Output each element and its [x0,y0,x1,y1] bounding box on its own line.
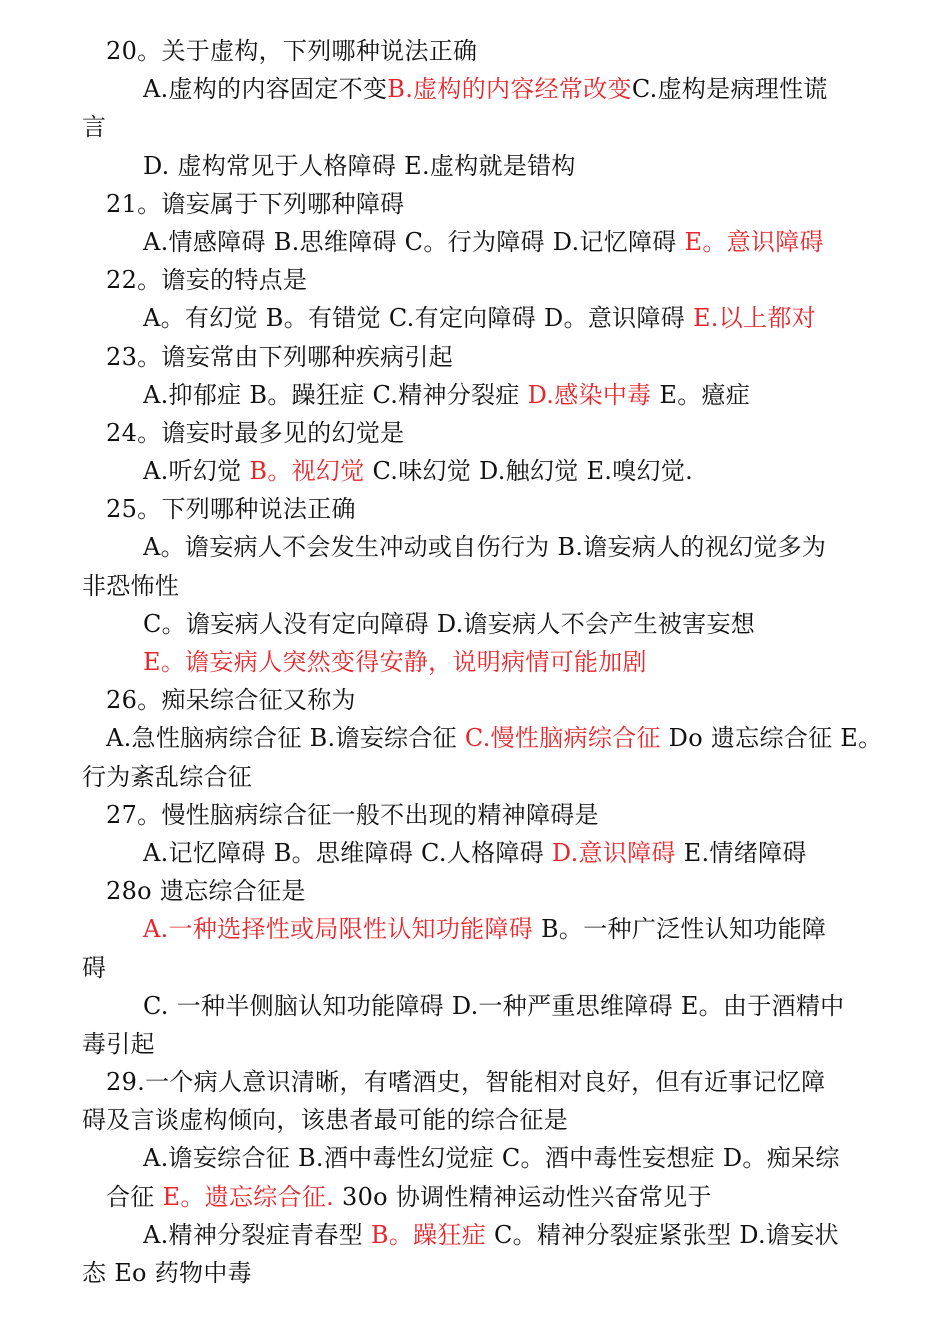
text-line [0,490,950,528]
text-segment: A.情感障碍 B.思维障碍 C。行为障碍 D.记忆障碍 [143,227,685,256]
answer-highlight: E。意识障碍 [684,227,824,256]
answer-highlight: A.一种选择性或局限性认知功能障碍 [143,915,534,944]
document-page [0,32,950,1292]
answer-highlight: B。躁狂症 [370,1220,487,1249]
text-segment: A.精神分裂症青春型 [143,1220,371,1249]
text-segment: A.抑郁症 B。躁狂症 C.精神分裂症 [143,380,528,409]
text-line [0,223,950,261]
answer-highlight: D.感染中毒 [527,380,652,409]
text-line [0,108,950,146]
text-segment: A.急性脑病综合征 B.谵妄综合征 [106,724,465,753]
text-line [0,452,950,490]
text-segment: 毒引起 [82,1029,155,1058]
text-segment: 30o 协调性精神运动性兴奋常见于 [334,1182,712,1211]
text-line [0,261,950,299]
text-segment: A。谵妄病人不会发生冲动或自伤行为 B.谵妄病人的视幻觉多为 [143,533,827,562]
text-segment: 29.一个病人意识清晰，有嗜酒史，智能相对良好，但有近事记忆障 [106,1068,826,1097]
text-line [0,910,950,948]
text-segment: 态 Eo 药物中毒 [82,1259,252,1287]
text-segment: 碍及言谈虚构倾向，该患者最可能的综合征是 [82,1106,568,1135]
text-segment: 非恐怖性 [82,571,180,600]
text-line [0,758,950,796]
answer-highlight: E。遗忘综合征. [162,1182,335,1211]
text-segment: Do 遗忘综合征 E。 [660,724,883,753]
text-line [0,1216,950,1254]
text-line [0,796,950,834]
answer-highlight: E.以上都对 [692,304,816,333]
text-segment: 21。谵妄属于下列哪种障碍 [106,189,405,218]
text-line [0,528,950,566]
text-line [0,681,950,719]
text-line [0,1025,950,1063]
text-segment: 28o 遗忘综合征是 [106,877,306,906]
text-line [0,32,950,70]
text-segment: 25。下列哪种说法正确 [106,495,356,524]
text-line [0,605,950,643]
text-line [0,1178,950,1216]
text-segment: E。癔症 [651,380,751,409]
text-segment: 20。关于虚构，下列哪种说法正确 [106,37,478,65]
text-segment: D. 虚构常见于人格障碍 E.虚构就是错构 [143,151,576,180]
text-segment: 22。谵妄的特点是 [106,266,308,295]
answer-highlight: E。谵妄病人突然变得安静，说明病情可能加剧 [143,648,647,676]
text-line [0,185,950,223]
text-segment: B。一种广泛性认知功能障 [533,915,827,944]
text-segment: A。有幻觉 B。有错觉 C.有定向障碍 D。意识障碍 [143,304,693,333]
text-line [0,872,950,910]
text-segment: C。精神分裂症紧张型 D.谵妄状 [486,1220,839,1249]
text-segment: 24。谵妄时最多见的幻觉是 [106,418,405,447]
answer-highlight: B。视幻觉 [249,457,365,486]
text-segment: C.味幻觉 D.触幻觉 E.嗅幻觉. [364,457,694,486]
answer-highlight: C.慢性脑病综合征 [464,724,661,753]
text-line [0,1063,950,1101]
text-segment: A.虚构的内容固定不变 [143,75,388,104]
text-segment: 27。慢性脑病综合征一般不出现的精神障碍是 [106,800,599,829]
text-segment: 26。痴呆综合征又称为 [106,686,356,715]
text-line [0,1254,950,1292]
answer-highlight: D.意识障碍 [551,838,676,867]
text-line [0,1139,950,1177]
text-segment: C。谵妄病人没有定向障碍 D.谵妄病人不会产生被害妄想 [143,609,756,638]
text-segment: 23。谵妄常由下列哪种疾病引起 [106,342,454,371]
text-line [0,414,950,452]
text-line [0,338,950,376]
text-segment: 碍 [82,953,107,982]
text-segment: C.虚构是病理性谎 [631,75,828,104]
text-line [0,719,950,757]
text-segment: A.记忆障碍 B。思维障碍 C.人格障碍 [143,838,552,867]
text-line [0,834,950,872]
text-line [0,567,950,605]
text-line [0,1101,950,1139]
text-line [0,643,950,681]
text-segment: 合征 [106,1182,163,1211]
text-line [0,987,950,1025]
text-line [0,70,950,108]
text-segment: 言 [82,113,107,142]
text-segment: E.情绪障碍 [675,838,807,867]
text-segment: C. 一种半侧脑认知功能障碍 D.一种严重思维障碍 E。由于酒精中 [143,991,845,1020]
text-line [0,949,950,987]
text-line [0,147,950,185]
text-segment: A.谵妄综合征 B.酒中毒性幻觉症 C。酒中毒性妄想症 D。痴呆综 [143,1144,840,1173]
text-line [0,299,950,337]
answer-highlight: B.虚构的内容经常改变 [387,75,632,104]
text-segment: A.听幻觉 [143,457,250,486]
text-line [0,376,950,414]
text-segment: 行为紊乱综合征 [82,762,253,791]
